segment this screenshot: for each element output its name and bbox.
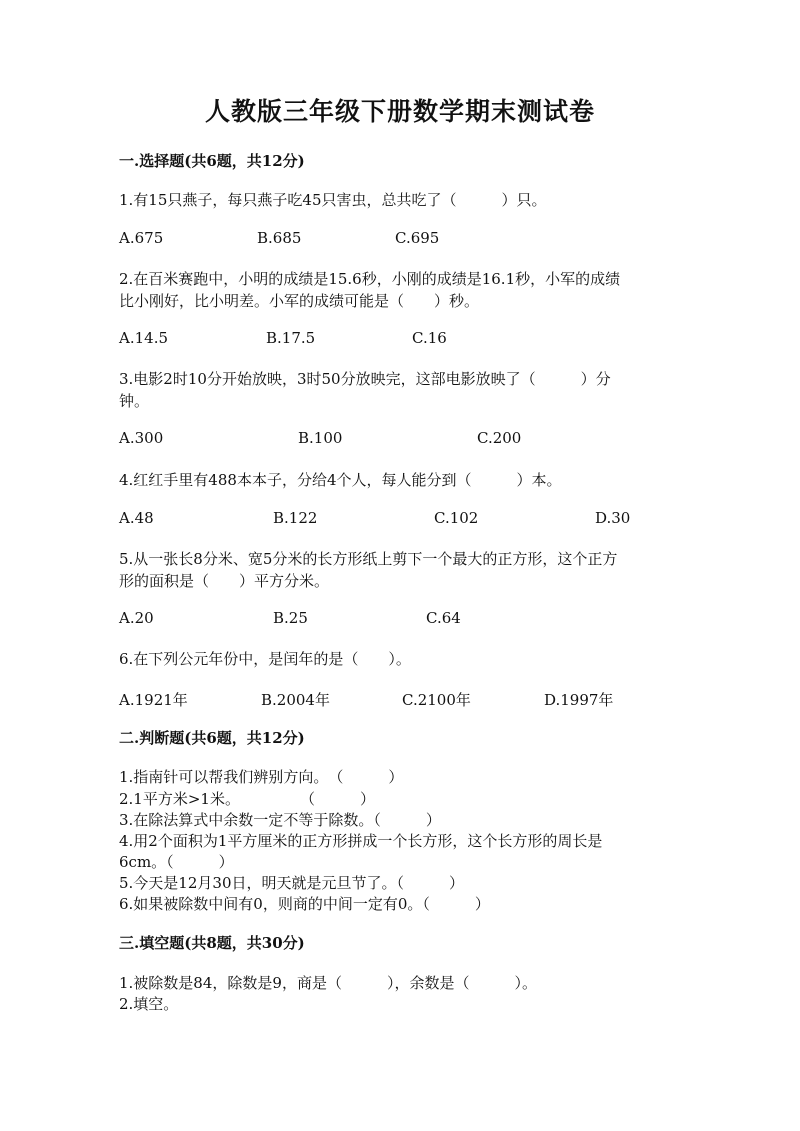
section-heading-judge: 二.判断题(共6题，共12分): [119, 729, 305, 747]
question-4-line-1: 4.红红手里有488本本子，分给4个人，每人能分到（ ）本。: [119, 471, 562, 489]
question-2-option-b: B.17.5: [266, 329, 316, 347]
judge-line-3: 3.在除法算式中余数一定不等于除数。（ ）: [119, 811, 441, 829]
fill-line-2: 2.填空。: [119, 995, 179, 1013]
question-4-option-a: A.48: [119, 509, 154, 527]
question-6-line-1: 6.在下列公元年份中，是闰年的是（ ）。: [119, 650, 411, 668]
judge-line-7: 6.如果被除数中间有0，则商的中间一定有0。（ ）: [119, 895, 490, 913]
question-3-option-b: B.100: [298, 429, 343, 447]
question-3-option-a: A.300: [119, 429, 164, 447]
section-heading-fill: 三.填空题(共8题，共30分): [119, 934, 305, 952]
fill-line-1: 1.被除数是84，除数是9，商是（ ），余数是（ ）。: [119, 974, 537, 992]
question-6-option-b: B.2004年: [261, 691, 330, 709]
judge-line-1: 1.指南针可以帮我们辨别方向。 （ ）: [119, 768, 404, 786]
question-2-line-1: 2.在百米赛跑中，小明的成绩是15.6秒，小刚的成绩是16.1秒，小军的成绩: [119, 270, 621, 288]
question-6-option-d: D.1997年: [544, 691, 614, 709]
question-5-option-c: C.64: [426, 609, 461, 627]
question-4-option-c: C.102: [434, 509, 479, 527]
question-5-line-1: 5.从一张长8分米、宽5分米的长方形纸上剪下一个最大的正方形，这个正方: [119, 550, 618, 568]
question-2-line-2: 比小刚好，比小明差。小军的成绩可能是（ ）秒。: [119, 292, 480, 310]
question-5-option-a: A.20: [119, 609, 154, 627]
question-5-line-2: 形的面积是（ ）平方分米。: [119, 572, 330, 590]
question-6-option-c: C.2100年: [402, 691, 471, 709]
judge-line-4: 4.用2个面积为1平方厘米的正方形拼成一个长方形，这个长方形的周长是: [119, 832, 603, 850]
question-1-option-a: A.675: [119, 229, 164, 247]
question-3-option-c: C.200: [477, 429, 522, 447]
section-heading-choice: 一.选择题(共6题，共12分): [119, 152, 305, 170]
judge-line-5: 6cm。（ ）: [119, 853, 234, 871]
judge-line-2: 2.1平方米>1米。 （ ）: [119, 790, 375, 808]
question-6-option-a: A.1921年: [119, 691, 188, 709]
question-4-option-b: B.122: [273, 509, 318, 527]
question-2-option-c: C.16: [412, 329, 447, 347]
question-1-option-b: B.685: [257, 229, 302, 247]
question-1-option-c: C.695: [395, 229, 440, 247]
question-4-option-d: D.30: [595, 509, 631, 527]
question-3-line-1: 3.电影2时10分开始放映，3时50分放映完，这部电影放映了（ ）分: [119, 370, 611, 388]
judge-line-6: 5.今天是12月30日，明天就是元旦节了。（ ）: [119, 874, 464, 892]
question-2-option-a: A.14.5: [119, 329, 168, 347]
question-3-line-2: 钟。: [119, 392, 150, 410]
question-5-option-b: B.25: [273, 609, 308, 627]
page-title: 人教版三年级下册数学期末测试卷: [204, 97, 595, 126]
question-1-line-1: 1.有15只燕子，每只燕子吃45只害虫，总共吃了（ ）只。: [119, 191, 547, 209]
